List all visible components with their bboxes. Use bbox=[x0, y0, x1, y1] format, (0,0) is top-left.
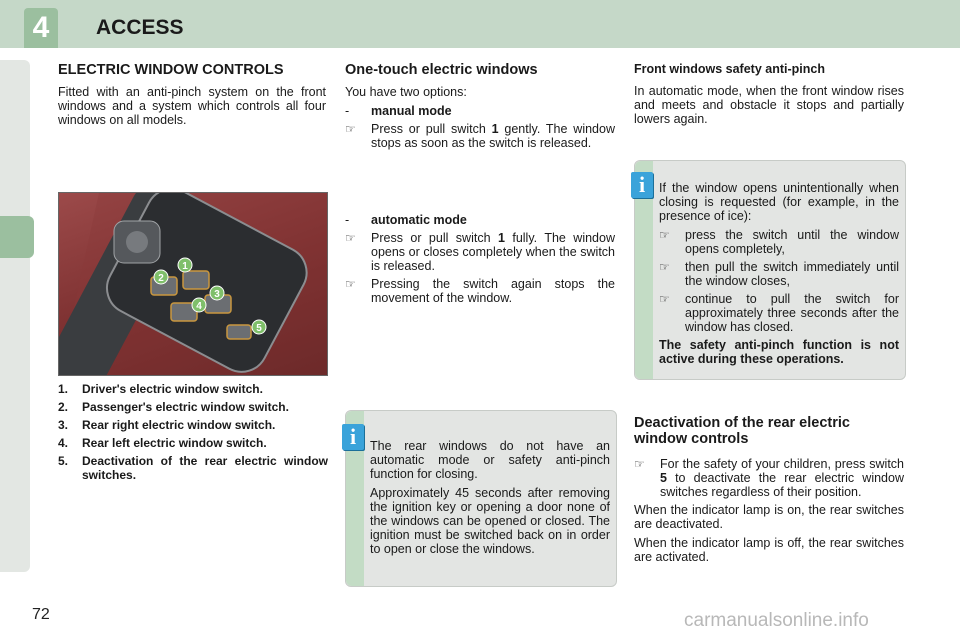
automatic-mode-bullet: ☞ Press or pull switch 1 fully. The window opens or closes completely when the switch is released. bbox=[345, 231, 615, 273]
section-heading-one-touch: One-touch electric windows bbox=[345, 62, 538, 78]
automatic-mode-stop-bullet: ☞ Pressing the switch again stops the movement of the window. bbox=[345, 277, 615, 305]
lamp-off-note: When the indicator lamp is off, the rear switches are activated. bbox=[634, 536, 904, 564]
section-heading-electric-window-controls: ELECTRIC WINDOW CONTROLS bbox=[58, 62, 284, 78]
column-anti-pinch bbox=[634, 62, 904, 131]
pointing-hand-icon: ☞ bbox=[659, 292, 670, 306]
intro-paragraph: Fitted with an anti-pinch system on the front windows and a system which controls all four windows on all models. bbox=[58, 85, 326, 127]
page-number: 72 bbox=[32, 606, 50, 623]
chapter-tab-marker bbox=[0, 216, 34, 258]
pointing-hand-icon: ☞ bbox=[345, 231, 356, 245]
info-icon: i bbox=[631, 172, 653, 198]
column-electric-window-controls bbox=[58, 62, 326, 132]
unintended-opening-note: If the window opens unintentionally when closing is requested (for example, in the presence of ice): bbox=[659, 181, 899, 223]
watermark: carmanualsonline.info bbox=[684, 610, 869, 631]
column-one-touch-windows bbox=[345, 62, 615, 154]
deactivation-section bbox=[634, 415, 904, 569]
side-margin-strip bbox=[0, 60, 30, 572]
options-intro: You have two options: bbox=[345, 85, 467, 99]
manual-mode-bullet: ☞ Press or pull switch 1 gently. The window stops as soon as the switch is released. bbox=[345, 122, 615, 150]
legend-item: 5. Deactivation of the rear electric window switches. bbox=[58, 454, 328, 482]
chapter-title: ACCESS bbox=[96, 16, 184, 39]
automatic-mode-block bbox=[345, 213, 615, 309]
reinit-step: ☞ press the switch until the window opens completely, bbox=[659, 228, 899, 256]
ignition-timeout-note: Approximately 45 seconds after removing the ignition key or opening a door none of the windows can be opened or closed. The ignition must be switched back on in order to open or close the windows. bbox=[370, 486, 610, 556]
legend-item: 2. Passenger's electric window switch. bbox=[58, 400, 289, 414]
reinit-step: ☞ then pull the switch immediately until the window closes, bbox=[659, 260, 899, 288]
reinit-step: ☞ continue to pull the switch for approximately three seconds after the window has closed. bbox=[659, 292, 899, 334]
callout-2: 2 bbox=[158, 273, 164, 284]
callout-5: 5 bbox=[256, 323, 262, 334]
lamp-on-note: When the indicator lamp is on, the rear switches are deactivated. bbox=[634, 503, 904, 531]
pointing-hand-icon: ☞ bbox=[634, 457, 645, 471]
anti-pinch-text: In automatic mode, when the front window rises and meets and obstacle it stops and partially lowers again. bbox=[634, 84, 904, 126]
switch-legend bbox=[58, 382, 328, 486]
manual-mode-label: - manual mode bbox=[345, 104, 452, 118]
pointing-hand-icon: ☞ bbox=[345, 122, 356, 136]
section-heading-deactivation: Deactivation of the rear electric window controls bbox=[634, 415, 850, 447]
pointing-hand-icon: ☞ bbox=[659, 228, 670, 242]
legend-item: 4. Rear left electric window switch. bbox=[58, 436, 267, 450]
door-switch-panel-photo bbox=[58, 192, 328, 376]
pointing-hand-icon: ☞ bbox=[345, 277, 356, 291]
legend-item: 3. Rear right electric window switch. bbox=[58, 418, 276, 432]
anti-pinch-info-box bbox=[634, 160, 906, 380]
chapter-number: 4 bbox=[24, 8, 58, 48]
legend-item: 1. Driver's electric window switch. bbox=[58, 382, 263, 396]
pointing-hand-icon: ☞ bbox=[659, 260, 670, 274]
callout-1: 1 bbox=[182, 261, 188, 272]
callout-4: 4 bbox=[196, 301, 202, 312]
switch-panel-illustration bbox=[59, 193, 327, 375]
anti-pinch-warning: The safety anti-pinch function is not active during these operations. bbox=[659, 338, 899, 366]
automatic-mode-label: - automatic mode bbox=[345, 213, 467, 227]
anti-pinch-heading: Front windows safety anti-pinch bbox=[634, 62, 825, 76]
info-icon: i bbox=[342, 424, 364, 450]
deactivation-bullet: ☞ For the safety of your children, press switch 5 to deactivate the rear electric window switches regardless of their position. bbox=[634, 457, 904, 499]
rear-windows-info-box bbox=[345, 410, 617, 587]
callout-3: 3 bbox=[214, 289, 220, 300]
rear-windows-note: The rear windows do not have an automatic mode or safety anti-pinch function for closing. bbox=[370, 439, 610, 481]
